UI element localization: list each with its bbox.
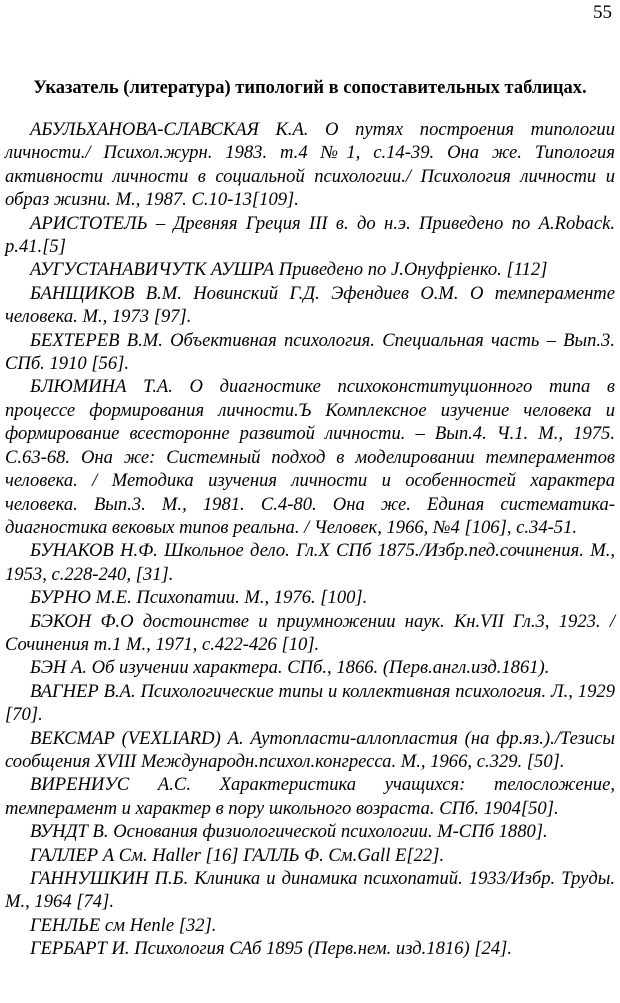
bibliography-entry-blyumina: БЛЮМИНА Т.А. О диагностике психоконституционного типа в процессе формирования личности.Ъ Комплексное изучение человека и формирование всесторонне развитой личности. – Вып.4. Ч.1. М., 1975. С.63-68. Она же: Системный подход в моделировании темпераментов человека. / Методика изучения личности и особенностей характера человека. Вып.3. М., 1981. С.4-80. Она же. Единая систематика-диагностика вековых типов реальна. / Человек, 1966, №4 [106], с.34-51. — [5, 376, 615, 538]
bibliography-entry-bunakov: БУНАКОВ Н.Ф. Школьное дело. Гл.Х СПб 1875./Избр.пед.сочинения. М., 1953, с.228-240, [31]. — [5, 540, 615, 585]
bibliography-entry-virenius: ВИРЕНИУС А.С. Характеристика учащихся: телосложение, темперамент и характер в пору школьного возраста. СПб. 1904[50]. — [5, 774, 615, 819]
bibliography-list — [5, 118, 615, 961]
bibliography-entry-haller-gall: ГАЛЛЕР А См. Haller [16] ГАЛЛЬ Ф. См.Gall E[22]. — [30, 844, 445, 866]
bibliography-entry-bekhterev: БЕХТЕРЕВ В.М. Объективная психология. Специальная часть – Вып.3. СПб. 1910 [56]. — [5, 329, 615, 375]
bibliography-entry-wagner: ВАГНЕР В.А. Психологические типы и коллективная психология. Л., 1929 [70]. — [5, 680, 615, 726]
bibliography-entry-herbart: ГЕРБАРТ И. Психология САб 1895 (Перв.нем. изд.1816) [24]. — [30, 938, 513, 960]
bibliography-entry-gannushkin: ГАННУШКИН П.Б. Клиника и динамика психопатий. 1933/Избр. Труды. М., 1964 [74]. — [5, 868, 615, 913]
bibliography-entry-bain: БЭН А. Об изучении характера. СПб., 1866. (Перв.англ.изд.1861). — [30, 657, 550, 679]
bibliography-entry-abulkhanova: АБУЛЬХАНОВА-СЛАВСКАЯ К.А. О путях построения типологии личности./ Психол.журн. 1983. т.4 №1, с.14-39. Она же. Типология активности личности в социальной психологии./ Психология личности и образ жизни. М., 1987. С.10-13[109]. — [5, 119, 615, 211]
page-heading: Указатель (литература) типологий в сопоставительных таблицах. — [33, 78, 587, 98]
bibliography-entry-banshchikov: БАНЩИКОВ В.М. Новинский Г.Д. Эфендиев О.М. О темпераменте человека. М., 1973 [97]. — [5, 282, 615, 328]
bibliography-entry-bacon: БЭКОН Ф.О достоинстве и приумножении наук. Кн.VII Гл.3, 1923. /Сочинения т.1 М., 1971, с.422-426 [10]. — [5, 610, 615, 655]
page-number: 55 — [593, 2, 612, 23]
bibliography-entry-burno: БУРНО М.Е. Психопатии. М., 1976. [100]. — [30, 587, 368, 609]
bibliography-entry-aristotle: АРИСТОТЕЛЬ – Древняя Греция III в. до н.э. Приведено по A.Roback. p.41.[5] — [5, 212, 615, 258]
bibliography-entry-henle: ГЕНЛЬЕ см Henle [32]. — [30, 914, 217, 936]
bibliography-entry-vexliard: ВЕКСМАР (VEXLIARD) А. Аутопласти-аллопластия (на фр.яз.)./Тезисы сообщения XVIII Международн.психол.конгресса. М., 1966, с.329. [50]. — [5, 727, 615, 772]
bibliography-entry-augustanavichute: АУГУСТАНАВИЧУТК АУШРА Приведено по J.Онуфрiенко. [112] — [30, 259, 548, 281]
bibliography-entry-wundt: ВУНДТ В. Основания физиологической психологии. М-СПб 1880]. — [30, 821, 548, 843]
